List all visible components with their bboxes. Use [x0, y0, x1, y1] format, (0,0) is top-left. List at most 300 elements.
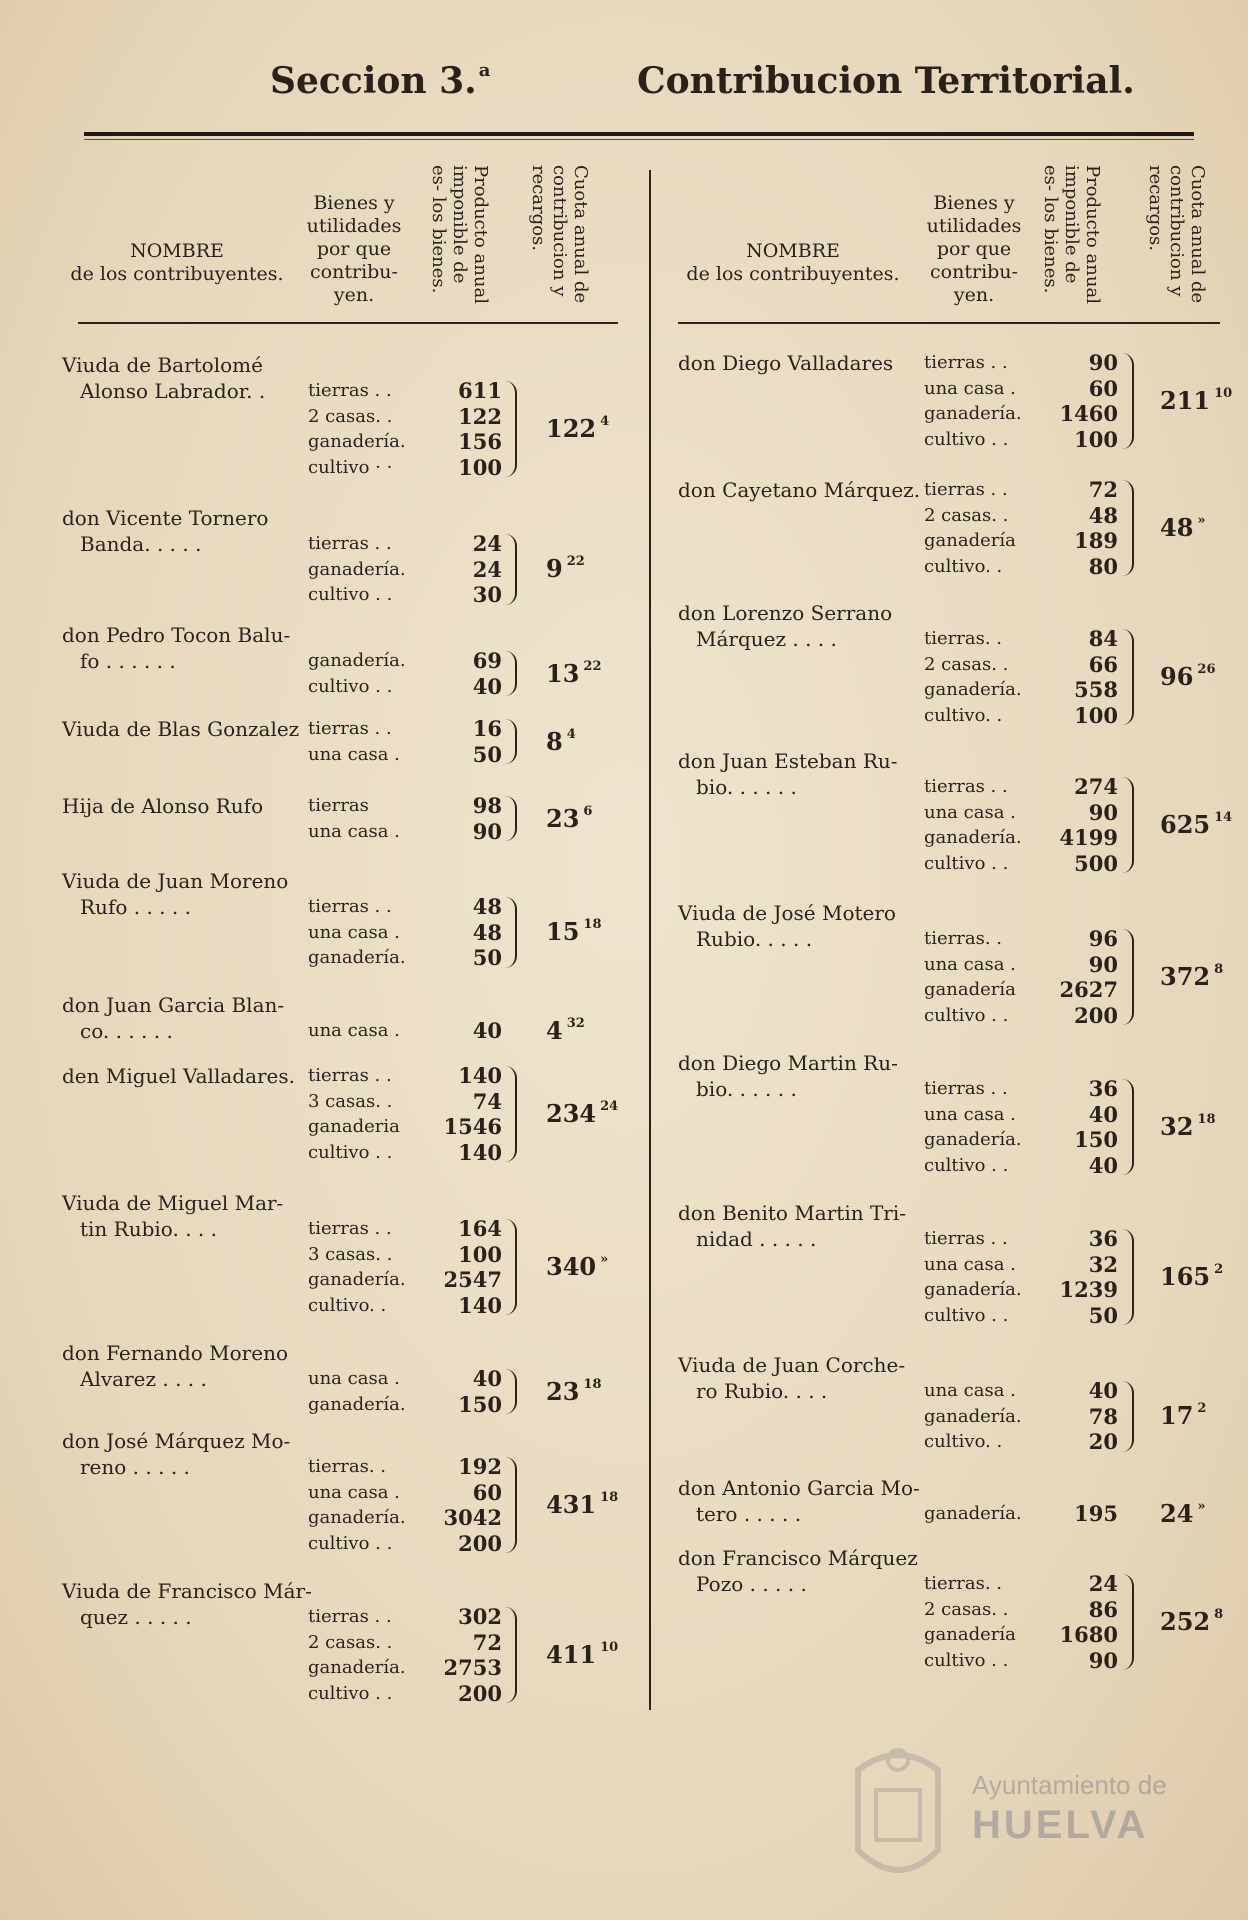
goods-item: una casa . [308, 1481, 400, 1503]
product-value: 50 [472, 741, 502, 767]
left-header-rule [78, 322, 618, 324]
contributor-name-line: nidad . . . . . [696, 1227, 817, 1251]
grouping-brace [1122, 1079, 1134, 1175]
quota-value: 122 [546, 414, 597, 443]
goods-item: cultivo . . [308, 1682, 393, 1704]
grouping-brace [505, 381, 517, 477]
contributor-name-line: Banda. . . . . [80, 532, 202, 556]
goods-item: una casa . [924, 801, 1016, 823]
quota-amount [546, 554, 585, 583]
goods-list [924, 774, 1022, 876]
quota-value: 4 [546, 1015, 563, 1045]
contributor-name [678, 1545, 918, 1597]
contributor-name-line: tero . . . . . [696, 1502, 802, 1526]
product-value: 1239 [1059, 1277, 1118, 1302]
goods-item: cultivo. . [924, 1431, 1003, 1452]
grouping-brace [1122, 1229, 1134, 1325]
product-value: 274 [1074, 774, 1118, 799]
goods-item: tierras . . [924, 1228, 1008, 1249]
product-value: 195 [1074, 1501, 1118, 1526]
quota-cents: 10 [1214, 386, 1233, 401]
page-title: Contribucion Territorial. [637, 60, 1135, 102]
product-value: 24 [472, 531, 502, 556]
quota-cents: 2 [1214, 1262, 1224, 1277]
quota-cents: 22 [566, 554, 585, 570]
goods-item: tierras . . [308, 380, 392, 401]
goods-item: una casa . [924, 953, 1016, 975]
grouping-brace [505, 719, 517, 764]
contributor-name-line: don Pedro Tocon Balu- [62, 623, 291, 647]
contributor-name [62, 1578, 312, 1630]
goods-item: ganaderia [308, 1116, 400, 1137]
contributor-name-line: don Juan Garcia Blan- [62, 993, 285, 1017]
contributor-name [62, 793, 263, 819]
goods-item: tierras . . [308, 896, 392, 917]
product-value: 96 [1088, 926, 1118, 951]
product-value: 302 [458, 1604, 502, 1629]
contributor-name-line: den Miguel Valladares. [62, 1064, 296, 1088]
quota-value: 625 [1160, 810, 1211, 839]
goods-item: 3 casas. . [308, 1243, 393, 1265]
quota-value: 23 [546, 803, 580, 833]
quota-amount [546, 917, 602, 946]
contributor-name-line: Rubio. . . . . [696, 927, 813, 951]
goods-item: cultivo . . [924, 1649, 1009, 1671]
product-value: 48 [472, 919, 502, 945]
product-value: 1546 [443, 1114, 502, 1139]
product-value: 50 [472, 945, 502, 970]
product-value: 1680 [1059, 1622, 1118, 1647]
product-values [442, 1366, 502, 1417]
quota-cents: 18 [600, 1490, 619, 1505]
product-value: 164 [458, 1216, 502, 1241]
contributor-name-line: Rufo . . . . . [80, 895, 191, 919]
grouping-brace [505, 1066, 517, 1162]
goods-item: ganadería. [924, 1279, 1022, 1300]
product-value: 50 [1088, 1302, 1118, 1328]
grouping-brace [1122, 480, 1134, 576]
goods-item: ganadería. [308, 1507, 406, 1528]
goods-item: cultivo . . [924, 1154, 1009, 1176]
goods-item: ganadería. [308, 1393, 406, 1415]
quota-amount [546, 1252, 608, 1281]
quota-value: 32 [1160, 1112, 1194, 1141]
grouping-brace [505, 796, 517, 841]
quota-cents: 18 [583, 1376, 602, 1392]
product-values [1058, 1378, 1118, 1455]
quota-cents: 4 [600, 414, 610, 429]
goods-item: una casa . [924, 1380, 1016, 1401]
goods-list [924, 350, 1022, 452]
grouping-brace [505, 1369, 517, 1414]
goods-item: una casa . [924, 1103, 1016, 1125]
quota-amount [1160, 1499, 1206, 1528]
quota-cents: 2 [1197, 1401, 1207, 1417]
goods-item: tierras. . [308, 1456, 386, 1477]
product-values [442, 1018, 502, 1044]
quota-value: 17 [1160, 1401, 1194, 1431]
goods-list [924, 1501, 1022, 1527]
goods-header-l5: yen. [333, 284, 375, 306]
goods-list [924, 1378, 1022, 1455]
quota-cents: 8 [1214, 962, 1224, 977]
goods-item: tierras. . [924, 628, 1002, 649]
grouping-brace [505, 897, 517, 968]
grouping-brace [1122, 629, 1134, 725]
goods-item: tierras . . [924, 479, 1008, 500]
goods-item: cultivo . . [308, 1141, 393, 1163]
goods-item: cultivo . . [308, 584, 393, 605]
contributor-name-line: Viuda de José Motero [678, 901, 896, 925]
contributor-name [62, 1190, 283, 1242]
quota-cents: 8 [1214, 1607, 1224, 1622]
product-value: 558 [1074, 677, 1118, 702]
product-value: 611 [458, 378, 502, 403]
contributor-name [678, 900, 896, 952]
goods-item: 2 casas. . [924, 653, 1009, 675]
huelva-crest-icon [838, 1740, 958, 1890]
goods-item: cultivo · · [308, 456, 393, 478]
grouping-brace [505, 1607, 517, 1703]
goods-item: 2 casas. . [308, 405, 393, 427]
product-value: 60 [472, 1479, 502, 1505]
quota-amount [1160, 513, 1206, 542]
goods-item: cultivo . . [924, 428, 1009, 450]
product-value: 20 [1088, 1429, 1118, 1454]
contributor-name-line: don José Márquez Mo- [62, 1429, 291, 1453]
contributor-name-line: reno . . . . . [80, 1455, 190, 1479]
quota-cents: 6 [583, 803, 593, 819]
quota-amount [546, 1099, 618, 1128]
quota-value: 411 [546, 1640, 597, 1669]
contributor-name [62, 1340, 288, 1392]
goods-item: ganadería [924, 1624, 1016, 1645]
product-value: 36 [1088, 1076, 1118, 1101]
contributor-name [62, 352, 265, 404]
goods-item: tierras . . [924, 352, 1008, 373]
quota-amount [546, 727, 576, 756]
contributor-name [62, 716, 299, 742]
grouping-brace [1122, 1381, 1134, 1452]
product-values [1058, 926, 1118, 1028]
goods-list [308, 531, 406, 608]
goods-list [924, 626, 1022, 728]
goods-item: tierras . . [308, 718, 392, 739]
quota-cents: 10 [600, 1640, 619, 1655]
quota-value: 252 [1160, 1607, 1211, 1636]
product-value: 200 [458, 1680, 502, 1706]
goods-header-l3: por que [936, 238, 1012, 260]
goods-header-l4: contribu- [310, 261, 398, 283]
goods-item: una casa . [924, 377, 1016, 399]
product-values [442, 1454, 502, 1556]
contributor-name-line: don Fernando Moreno [62, 1341, 288, 1365]
goods-item: 2 casas. . [924, 504, 1009, 526]
left-goods-header [298, 192, 410, 307]
product-values [1058, 774, 1118, 876]
quota-value: 340 [546, 1252, 597, 1281]
right-goods-header [918, 192, 1030, 307]
goods-item: cultivo. . [308, 1294, 387, 1316]
goods-header-l1: Bienes y [933, 192, 1015, 214]
grouping-brace [1122, 1574, 1134, 1670]
product-value: 2547 [443, 1267, 502, 1292]
contributor-name [678, 1050, 898, 1102]
quota-amount [1160, 962, 1223, 991]
quota-value: 48 [1160, 513, 1194, 542]
quota-value: 234 [546, 1099, 597, 1128]
contributor-name [678, 477, 920, 503]
product-value: 74 [472, 1088, 502, 1114]
watermark-text [972, 1770, 1167, 1848]
contributor-name-line: don Cayetano Márquez. [678, 478, 921, 502]
product-value: 200 [458, 1530, 502, 1556]
product-value: 500 [1074, 850, 1118, 876]
quota-value: 15 [546, 917, 580, 947]
goods-item: una casa . [308, 743, 400, 765]
goods-list [924, 1076, 1022, 1178]
product-values [1058, 1501, 1118, 1527]
goods-item: ganadería. [308, 1269, 406, 1290]
product-values [442, 793, 502, 844]
goods-item: tierras. . [924, 928, 1002, 949]
product-value: 90 [1088, 951, 1118, 977]
goods-item: tierras . . [924, 1078, 1008, 1099]
quota-amount [546, 1490, 618, 1519]
product-value: 1460 [1059, 401, 1118, 426]
contributor-name [62, 1063, 295, 1089]
contributor-name [62, 992, 284, 1044]
contributor-name-line: ro Rubio. . . . [696, 1379, 828, 1403]
product-value: 40 [1088, 1152, 1118, 1178]
goods-item: ganadería. [924, 403, 1022, 424]
contributor-name-line: Viuda de Juan Corche- [678, 1353, 906, 1377]
goods-list [308, 1366, 406, 1417]
product-value: 4199 [1059, 825, 1118, 850]
goods-item: cultivo . . [308, 675, 393, 697]
goods-header-l1: Bienes y [313, 192, 395, 214]
quota-cents: 22 [583, 658, 602, 674]
product-value: 90 [1088, 350, 1118, 375]
contributor-name [62, 505, 268, 557]
product-value: 24 [472, 556, 502, 582]
product-value: 156 [458, 429, 502, 454]
quota-value: 9 [546, 554, 563, 584]
goods-item: tierras . . [308, 1065, 392, 1086]
product-value: 150 [1074, 1127, 1118, 1152]
quota-value: 96 [1160, 662, 1194, 691]
quota-amount [546, 804, 592, 833]
quota-cents: 26 [1197, 662, 1216, 677]
goods-item: ganadería [924, 530, 1016, 551]
product-value: 40 [472, 1366, 502, 1391]
quota-amount [1160, 662, 1216, 691]
right-name-header [678, 240, 908, 286]
contributor-name-line: don Antonio Garcia Mo- [678, 1476, 920, 1500]
goods-list [924, 477, 1016, 579]
quota-cents: 32 [566, 1015, 585, 1031]
product-values [1058, 1076, 1118, 1178]
contributor-name-line: don Francisco Márquez [678, 1546, 918, 1570]
goods-item: ganadería. [308, 558, 406, 580]
goods-list [308, 894, 406, 971]
goods-list [308, 1604, 406, 1706]
quota-cents: 18 [583, 917, 602, 933]
goods-item: ganadería. [924, 679, 1022, 700]
grouping-brace [505, 1457, 517, 1553]
product-value: 100 [1074, 426, 1118, 452]
name-header-line2: de los contribuyentes. [686, 263, 900, 285]
goods-item: 2 casas. . [924, 1598, 1009, 1620]
quota-amount [546, 659, 602, 688]
product-value: 40 [472, 673, 502, 699]
quota-value: 24 [1160, 1498, 1194, 1528]
goods-item: tierras . . [308, 1218, 392, 1239]
quota-value: 23 [546, 1376, 580, 1406]
quota-cents: 18 [1197, 1112, 1216, 1127]
quota-amount [546, 1377, 602, 1406]
product-values [442, 378, 502, 480]
goods-list [308, 648, 406, 699]
product-values [442, 894, 502, 971]
product-values [442, 1604, 502, 1706]
goods-item: ganadería [924, 979, 1016, 1000]
contributor-name-line: fo . . . . . . [80, 649, 176, 673]
product-values [442, 648, 502, 699]
product-values [442, 1216, 502, 1318]
product-values [442, 716, 502, 767]
goods-list [308, 793, 400, 844]
product-value: 78 [1088, 1403, 1118, 1429]
product-value: 48 [1088, 502, 1118, 528]
contributor-name-line: Hija de Alonso Rufo [62, 794, 264, 818]
grouping-brace [1122, 777, 1134, 873]
goods-item: tierras [308, 795, 369, 816]
goods-item: ganadería. [924, 1405, 1022, 1427]
contributor-name [678, 350, 893, 376]
goods-item: una casa . [308, 1368, 400, 1389]
product-value: 40 [1088, 1378, 1118, 1403]
goods-item: ganadería. [308, 1657, 406, 1678]
product-value: 72 [1088, 477, 1118, 502]
header-rule [84, 132, 1194, 136]
contributor-name [62, 1428, 290, 1480]
product-value: 2627 [1059, 977, 1118, 1002]
product-values [442, 1063, 502, 1165]
product-value: 36 [1088, 1226, 1118, 1251]
goods-item: tierras . . [924, 776, 1008, 797]
product-value: 150 [458, 1391, 502, 1417]
goods-item: cultivo . . [924, 1304, 1009, 1326]
goods-item: ganadería. [924, 1503, 1022, 1524]
product-value: 72 [472, 1629, 502, 1655]
quota-value: 165 [1160, 1262, 1211, 1291]
product-value: 60 [1088, 375, 1118, 401]
product-value: 16 [472, 716, 502, 741]
product-value: 98 [472, 793, 502, 818]
product-value: 90 [472, 818, 502, 844]
contributor-name [62, 622, 290, 674]
quota-value: 211 [1160, 386, 1211, 415]
grouping-brace [1122, 353, 1134, 449]
product-value: 30 [472, 582, 502, 607]
product-value: 66 [1088, 651, 1118, 677]
goods-item: ganadería. [308, 650, 406, 671]
product-value: 200 [1074, 1002, 1118, 1028]
goods-item: una casa . [308, 820, 400, 842]
goods-list [308, 378, 406, 480]
goods-item: 2 casas. . [308, 1631, 393, 1653]
right-quota-header: Cuota anual de contribucion y recargos. [1145, 165, 1208, 304]
product-value: 32 [1088, 1251, 1118, 1277]
goods-item: una casa . [308, 921, 400, 943]
name-header-line1: NOMBRE [130, 240, 224, 262]
quota-cents: 24 [600, 1099, 619, 1114]
product-values [442, 531, 502, 608]
header-rule-thin [84, 139, 1194, 140]
product-values [1058, 350, 1118, 452]
quota-cents: » [600, 1252, 609, 1267]
contributor-name-line: bio. . . . . . [696, 775, 797, 799]
grouping-brace [505, 1219, 517, 1315]
contributor-name [678, 1475, 920, 1527]
quota-amount [546, 414, 609, 443]
goods-list [308, 1063, 400, 1165]
contributor-name-line: Márquez . . . . [696, 627, 837, 651]
goods-item: cultivo . . [924, 852, 1009, 874]
goods-header-l5: yen. [953, 284, 995, 306]
quota-amount [1160, 1607, 1223, 1636]
quota-amount [1160, 1401, 1206, 1430]
goods-header-l2: utilidades [306, 215, 402, 237]
product-value: 48 [472, 894, 502, 919]
contributor-name-line: Pozo . . . . . [696, 1572, 807, 1596]
product-value: 84 [1088, 626, 1118, 651]
product-value: 90 [1088, 1647, 1118, 1673]
goods-item: tierras . . [308, 533, 392, 554]
contributor-name-line: Alonso Labrador. . [80, 379, 266, 403]
contributor-name-line: bio. . . . . . [696, 1077, 797, 1101]
goods-list [308, 1454, 406, 1556]
contributor-name-line: co. . . . . . [80, 1019, 173, 1043]
contributor-name-line: Viuda de Bartolomé [62, 353, 263, 377]
contributor-name-line: don Lorenzo Serrano [678, 601, 893, 625]
goods-item: una casa . [924, 1253, 1016, 1275]
product-value: 24 [1088, 1571, 1118, 1596]
goods-list [308, 716, 400, 767]
quota-amount [1160, 810, 1232, 839]
quota-cents: 4 [566, 726, 576, 742]
goods-header-l2: utilidades [926, 215, 1022, 237]
product-value: 140 [458, 1139, 502, 1165]
contributor-name-line: Viuda de Blas Gonzalez [62, 717, 300, 741]
contributor-name-line: don Diego Valladares [678, 351, 894, 375]
quota-value: 8 [546, 726, 563, 756]
goods-item: una casa . [308, 1020, 400, 1041]
product-value: 100 [458, 1241, 502, 1267]
quota-cents: 14 [1214, 810, 1233, 825]
product-value: 140 [458, 1063, 502, 1088]
right-product-header: Producto anual imponible de es- los bienes. [1040, 165, 1103, 304]
quota-value: 372 [1160, 962, 1211, 991]
product-value: 40 [472, 1018, 502, 1043]
goods-list [924, 1226, 1022, 1328]
product-value: 100 [1074, 702, 1118, 728]
contributor-name-line: Viuda de Francisco Már- [62, 1579, 312, 1603]
right-header-rule [678, 322, 1220, 324]
goods-item: ganadería. [924, 827, 1022, 848]
product-values [1058, 477, 1118, 579]
